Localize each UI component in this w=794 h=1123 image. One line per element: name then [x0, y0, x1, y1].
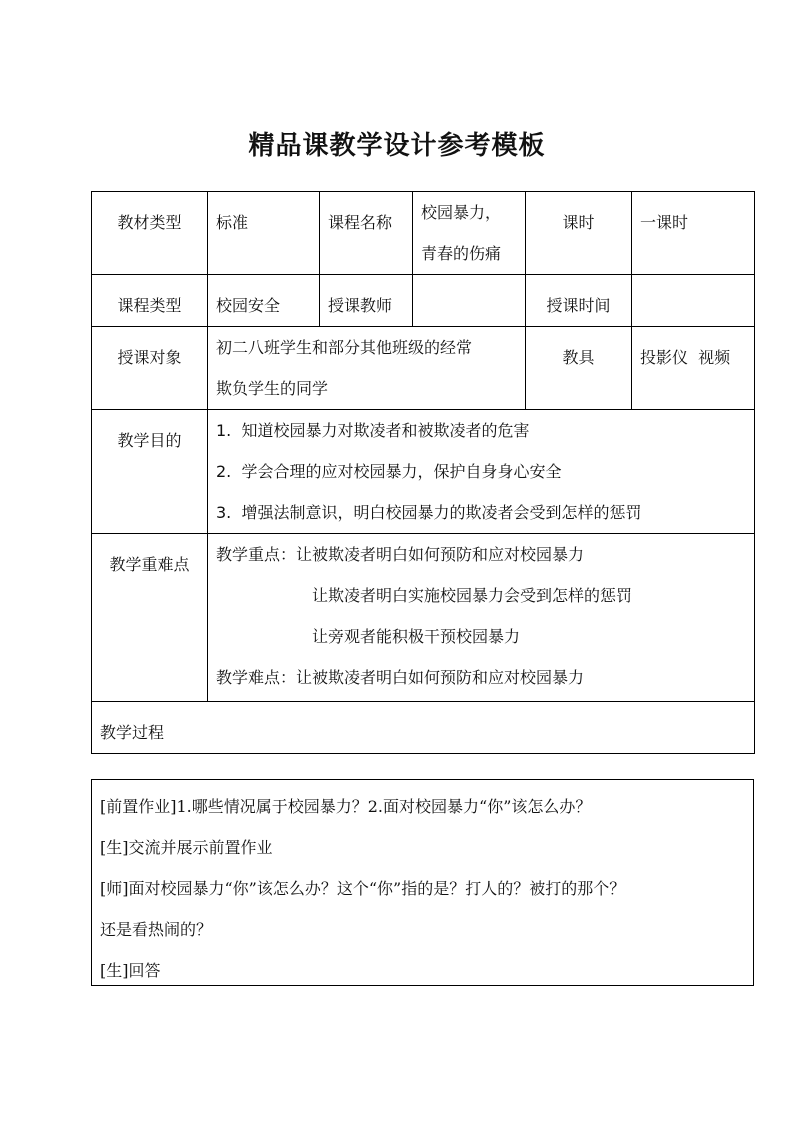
key-point-item: 教学重点：让被欺凌者明白如何预防和应对校园暴力: [216, 545, 585, 564]
objective-item: 1. 知道校园暴力对欺凌者和被欺凌者的危害: [216, 421, 530, 440]
process-label: 教学过程: [92, 702, 755, 754]
teaching-process-box: [91, 779, 754, 986]
objective-item: 2. 学会合理的应对校园暴力，保护自身身心安全: [216, 462, 562, 481]
objectives-list: [208, 410, 755, 534]
course-type-value: 校园安全: [208, 275, 320, 327]
hours-value: 一课时: [632, 192, 755, 275]
lesson-info-table: [91, 191, 755, 754]
teacher-value: [413, 275, 526, 327]
process-line: [前置作业]1.哪些情况属于校园暴力？2.面对校园暴力“你”该怎么办？: [100, 797, 592, 816]
key-points-label: 教学重难点: [92, 534, 208, 702]
audience-line: 初二八班学生和部分其他班级的经常: [216, 338, 473, 357]
process-line: [生]回答: [100, 961, 161, 980]
tools-value: 投影仪 视频: [632, 327, 755, 410]
objectives-label: 教学目的: [92, 410, 208, 534]
process-line: [生]交流并展示前置作业: [100, 838, 273, 857]
hours-label: 课时: [526, 192, 632, 275]
table-row: [92, 192, 755, 275]
audience-label: 授课对象: [92, 327, 208, 410]
course-name-label: 课程名称: [320, 192, 413, 275]
key-point-item: 让旁观者能积极干预校园暴力: [312, 627, 521, 646]
course-name-line: 青春的伤痛: [421, 244, 502, 263]
table-row: [92, 327, 755, 410]
audience-value: [208, 327, 526, 410]
course-name-line: 校园暴力，: [421, 203, 502, 222]
course-type-label: 课程类型: [92, 275, 208, 327]
material-type-label: 教材类型: [92, 192, 208, 275]
audience-line: 欺负学生的同学: [216, 379, 329, 398]
process-line: [师]面对校园暴力“你”该怎么办？这个“你”指的是？打人的？被打的那个？: [100, 879, 626, 898]
course-name-value: [413, 192, 526, 275]
time-label: 授课时间: [526, 275, 632, 327]
objective-item: 3. 增强法制意识，明白校园暴力的欺凌者会受到怎样的惩罚: [216, 503, 642, 522]
tools-label: 教具: [526, 327, 632, 410]
material-type-value: 标准: [208, 192, 320, 275]
difficult-point-item: 教学难点：让被欺凌者明白如何预防和应对校园暴力: [216, 668, 585, 687]
key-points-content: [208, 534, 755, 702]
table-row: [92, 410, 755, 534]
page-title: 精品课教学设计参考模板: [248, 131, 546, 161]
teacher-label: 授课教师: [320, 275, 413, 327]
process-line: 还是看热闹的？: [100, 920, 213, 939]
key-point-item: 让欺凌者明白实施校园暴力会受到怎样的惩罚: [312, 586, 633, 605]
time-value: [632, 275, 755, 327]
table-row: [92, 534, 755, 702]
table-row: [92, 275, 755, 327]
table-row: [92, 702, 755, 754]
